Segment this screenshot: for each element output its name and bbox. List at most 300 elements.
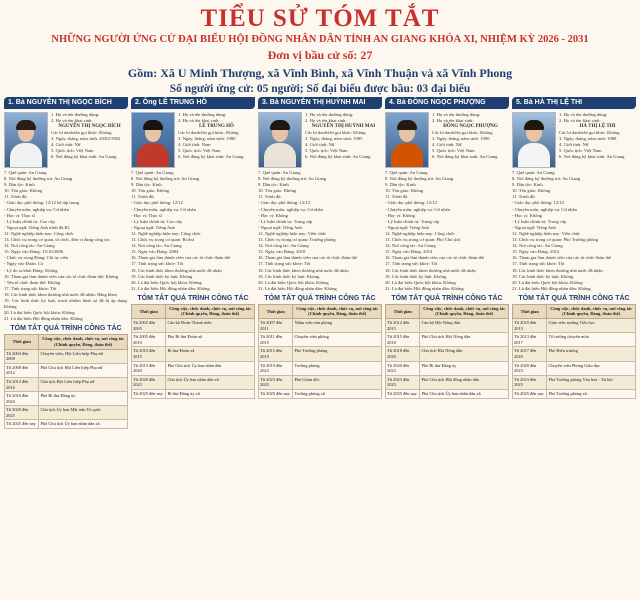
process-time: Từ 2020 đến 2023 [513, 361, 547, 375]
bio-line: - Lý luận chính trị: Cao cấp [4, 218, 55, 224]
process-role: Chuyên viên, Hội Liên hiệp Phụ nữ [39, 349, 128, 363]
bio-line: - Tên tổ chức đoàn thể: Không [4, 279, 61, 285]
table-row [513, 390, 636, 399]
bio-line: 16. Tham gia làm thành viên của các tổ chức đoàn thể [385, 255, 485, 261]
process-header-row [132, 304, 255, 318]
poster-subtitle: NHỮNG NGƯỜI ỨNG CỬ ĐẠI BIỂU HỘI ĐỒNG NHÂN DÂN TỈNH AN GIANG KHÓA XI, NHIỆM KỲ 2026 - 2031 [51, 34, 589, 45]
candidate-header: 4. Bà ĐỒNG NGỌC PHƯỢNG [385, 97, 509, 109]
bio-line: 15. Ngày vào Đảng: 15/10/2006 [4, 249, 64, 255]
table-row [386, 375, 509, 389]
info-line: 2. Họ và tên khai sinh: [432, 118, 474, 123]
info-line: 5. Quốc tịch: Việt Nam [432, 148, 475, 153]
bio-line: 11. Trình độ: [258, 194, 282, 200]
bio-line: 11. Trình độ: [131, 194, 155, 200]
table-row [259, 333, 382, 347]
bio-line: 15. Ngày vào Đảng: 2014 [385, 249, 433, 255]
process-time: Từ 2020 đến 2025 [132, 375, 166, 389]
candidate-name: LÊ TRUNG HỒ [199, 124, 234, 129]
candidate-column [4, 97, 128, 597]
process-role: Phó Chủ tịch Hội đồng nhân dân [420, 375, 509, 389]
candidate-name: HÀ THỊ LỆ THI [579, 124, 616, 129]
table-row [386, 390, 509, 399]
process-time: Từ 2012 đến 2015 [386, 319, 420, 333]
candidate-name: NGUYỄN THỊ HUỲNH MAI [311, 124, 376, 129]
process-time: Từ 2012 đến 2016 [5, 377, 39, 391]
candidate-photo [512, 112, 556, 168]
bio-line: 20. Là đại biểu Quốc hội khóa: Không [385, 279, 456, 285]
process-time: Từ 2020 đến 2023 [386, 361, 420, 375]
bio-line: - Chuyên môn, nghiệp vụ: Cử nhân [385, 206, 450, 212]
bio-line: 19. Các hình thức kỷ luật: Không [512, 273, 574, 279]
bio-line: 13. Chức vụ trong cơ quan, tổ chức, đơn vị đang công tác [4, 237, 110, 243]
info-line: 5. Quốc tịch: Việt Nam [178, 148, 221, 153]
photo-body [518, 143, 550, 168]
process-column-header: Thời gian [386, 304, 420, 318]
process-role: Phó Trưởng phòng xã [547, 390, 636, 399]
process-table [258, 304, 382, 399]
bio-line: 18. Các hình thức khen thưởng nhà nước đã nhận: Bằng khen [4, 291, 117, 297]
info-line: 4. Giới tính: Nữ [305, 142, 335, 147]
candidate-info [305, 112, 382, 168]
bio-line: 21. Là đại biểu Hội đồng nhân dân: Không [385, 285, 464, 291]
process-header-row [513, 304, 636, 318]
poster-header [0, 0, 640, 95]
bio-line: 18. Các hình thức khen thưởng nhà nước đã nhận [258, 267, 349, 273]
bio-line: 7. Quê quán: An Giang [131, 170, 174, 175]
bio-line: 21. Là đại biểu Hội đồng nhân dân: Không [512, 285, 591, 291]
bio-line: - Lý luận chính trị: Trung cấp [385, 218, 440, 224]
process-title: TÓM TẮT QUÁ TRÌNH CÔNG TÁC [264, 294, 376, 302]
table-row [5, 392, 128, 406]
process-time: Từ 2015 đến 2020 [132, 361, 166, 375]
process-title: TÓM TẮT QUÁ TRÌNH CÔNG TÁC [137, 294, 249, 302]
bio-line: 17. Tình trạng sức khỏe: Tốt [512, 261, 565, 267]
process-title: TÓM TẮT QUÁ TRÌNH CÔNG TÁC [518, 294, 630, 302]
table-row [386, 347, 509, 361]
table-row [513, 347, 636, 361]
process-role: Bí thư Đảng ủy xã [166, 390, 255, 399]
process-time: Từ 2010 đến 2013 [513, 319, 547, 333]
bio-line: 11. Trình độ: [385, 194, 409, 200]
bio-line: 7. Quê quán: An Giang [512, 170, 555, 175]
info-line: 3. Ngày, tháng, năm sinh: 1985 [305, 136, 363, 141]
process-role: Bí thư Đoàn xã [166, 347, 255, 361]
bio-line: 8. Nơi đăng ký thường trú: An Giang [512, 176, 581, 182]
bio-line: 15. Ngày vào Đảng: 2012 [512, 249, 560, 255]
photo-hair [397, 120, 417, 130]
bio-line: - Chuyên môn, nghiệp vụ: Cử nhân [131, 206, 196, 212]
process-column-header: Công việc, chức danh, chức vụ, nơi công tác (Chính quyền, Đảng, đoàn thể) [39, 335, 128, 349]
bio-line: 8. Nơi đăng ký thường trú: An Giang [258, 176, 327, 182]
bio-line: 20. Là đại biểu Quốc hội khóa: Không [4, 310, 75, 316]
process-title: TÓM TẮT QUÁ TRÌNH CÔNG TÁC [391, 294, 503, 302]
info-line: 6. Nơi đăng ký khai sinh: An Giang [559, 154, 625, 159]
candidate-name: ĐỒNG NGỌC PHƯỢNG [443, 124, 498, 129]
candidate-bio [258, 170, 382, 292]
table-row [132, 375, 255, 389]
table-row [513, 333, 636, 347]
bio-line: 8. Nơi đăng ký thường trú: An Giang [385, 176, 454, 182]
process-role: Phó Bí thư Đảng ủy [39, 392, 128, 406]
candidate-summary [258, 112, 382, 168]
process-time: Từ 2015 đến 2018 [386, 333, 420, 347]
photo-hair [143, 120, 163, 130]
candidate-counts: Số người ứng cử: 05 người; Số đại biểu được bầu: 03 đại biểu [169, 83, 471, 95]
info-line: 3. Ngày, tháng, năm sinh: 20/02/1982 [51, 136, 121, 141]
bio-line: - Học vị: Không [385, 212, 415, 218]
bio-line: 15. Ngày vào Đảng: 2010 [258, 249, 306, 255]
photo-body [137, 143, 169, 168]
table-row [386, 319, 509, 333]
table-row [5, 349, 128, 363]
process-column-header: Công việc, chức danh, chức vụ, nơi công tác (Chính quyền, Đảng, đoàn thể) [547, 304, 636, 318]
process-role: Chủ tịch Ủy ban Mặt trận Tổ quốc [39, 406, 128, 420]
table-row [132, 390, 255, 399]
bio-line: 13. Chức vụ trong cơ quan: Trưởng phòng [258, 237, 336, 243]
photo-hair [270, 120, 290, 130]
bio-line: 9. Dân tộc: Kinh [4, 182, 35, 188]
process-role: Chủ tịch Hội Liên hiệp Phụ nữ [39, 377, 128, 391]
process-table [4, 334, 128, 429]
bio-line: 10. Tôn giáo: Không [4, 188, 43, 194]
bio-line: 18. Các hình thức khen thưởng nhà nước đã nhận [131, 267, 222, 273]
bio-line: 17. Tình trạng sức khỏe: Tốt [385, 261, 438, 267]
bio-line: - Lý luận chính trị: Trung cấp [512, 218, 567, 224]
process-time: Từ 2013 đến 2017 [513, 333, 547, 347]
table-row [259, 390, 382, 399]
process-role: Phó Chủ tịch Ủy ban nhân dân xã [420, 390, 509, 399]
info-line: Các bí danh/tên gọi khác: Không [432, 130, 493, 135]
bio-line: - Ngoại ngữ: Tiếng Anh trình độ B1 [4, 224, 70, 230]
candidate-summary [131, 112, 255, 168]
bio-line: 17. Tình trạng sức khỏe: Tốt [4, 285, 57, 291]
table-row [132, 347, 255, 361]
info-line: 1. Họ và tên thường dùng: [51, 112, 100, 117]
bio-line: 20. Là đại biểu Quốc hội khóa: Không [131, 279, 202, 285]
bio-line: 16. Tham gia làm thành viên của các tổ chức đoàn thể: Không [4, 273, 119, 279]
bio-line: 18. Các hình thức khen thưởng nhà nước đã nhận [512, 267, 603, 273]
table-row [259, 319, 382, 333]
info-line: 3. Ngày, tháng, năm sinh: 1988 [559, 136, 617, 141]
bio-line: - Giáo dục phổ thông: 12/12 [131, 200, 183, 206]
process-time: Từ 2023 đến 2025 [513, 375, 547, 389]
info-line: 1. Họ và tên thường dùng: [305, 112, 354, 117]
info-line: 1. Họ và tên thường dùng: [432, 112, 481, 117]
bio-line: - Học vị: Không [512, 212, 542, 218]
bio-line: - Ngoại ngữ: Tiếng Anh [131, 224, 175, 230]
process-time: Từ 2007 đến 2011 [259, 319, 293, 333]
photo-hair [524, 120, 544, 130]
bio-line: - Chuyên môn, nghiệp vụ: Cử nhân [512, 206, 577, 212]
process-role: Phó Bí thư Đảng ủy [420, 361, 509, 375]
info-line: 4. Giới tính: Nữ [432, 142, 462, 147]
bio-line: 9. Dân tộc: Kinh [131, 182, 162, 188]
process-time: Từ 2016 đến 2020 [5, 392, 39, 406]
bio-line: 8. Nơi đăng ký thường trú: An Giang [131, 176, 200, 182]
bio-line: 14. Nơi công tác: An Giang [258, 243, 309, 249]
bio-line: 19. Các hình thức kỷ luật: Không [385, 273, 447, 279]
table-row [259, 375, 382, 389]
candidate-summary [4, 112, 128, 168]
table-row [5, 377, 128, 391]
photo-body [391, 143, 423, 168]
table-row [132, 361, 255, 375]
info-line: 1. Họ và tên thường dùng: [559, 112, 608, 117]
process-time: Từ 2020 đến 2025 [5, 406, 39, 420]
info-line: 6. Nơi đăng ký khai sinh: An Giang [432, 154, 498, 159]
table-row [513, 361, 636, 375]
bio-line: 12. Nghề nghiệp hiện nay: Công chức [385, 230, 455, 236]
table-row [132, 319, 255, 333]
bio-line: - Ngoại ngữ: Tiếng Anh [385, 224, 429, 230]
process-role: Trưởng phòng xã [293, 390, 382, 399]
process-role: Nhân viên văn phòng [293, 319, 382, 333]
poster-title: TIỂU SỬ TÓM TẮT [200, 5, 440, 32]
candidate-photo [385, 112, 429, 168]
process-title: TÓM TẮT QUÁ TRÌNH CÔNG TÁC [10, 325, 122, 333]
bio-line: - Giáo dục phổ thông: 12/12 [258, 200, 310, 206]
bio-line: 20. Là đại biểu Quốc hội khóa: Không [258, 279, 329, 285]
candidate-photo [131, 112, 175, 168]
process-header-row [5, 335, 128, 349]
process-role: Phó Trưởng phòng [293, 347, 382, 361]
process-header-row [386, 304, 509, 318]
candidate-name: NGUYỄN THỊ NGỌC BÍCH [58, 124, 121, 129]
info-line: 6. Nơi đăng ký khai sinh: An Giang [51, 154, 117, 159]
candidate-bio [512, 170, 636, 292]
process-role: Phó Chủ tịch Hội Nông dân [420, 333, 509, 347]
process-role: Phó Bí thư Đoàn xã [166, 333, 255, 347]
bio-line: 16. Tham gia làm thành viên của các tổ chức đoàn thể [131, 255, 231, 261]
table-row [5, 363, 128, 377]
process-time: Từ 2023 đến 2025 [386, 375, 420, 389]
info-line: Các bí danh/tên gọi khác: Không [51, 130, 112, 135]
table-row [5, 406, 128, 420]
bio-line: 13. Chức vụ trong cơ quan: Phó Trưởng phòng [512, 237, 599, 243]
info-line: Các bí danh/tên gọi khác: Không [559, 130, 620, 135]
bio-line: 7. Quê quán: An Giang [385, 170, 428, 175]
bio-line: - Lý luận chính trị: Cao cấp [131, 218, 182, 224]
process-time: Từ 2025 đến nay [5, 420, 39, 429]
process-header-row [259, 304, 382, 318]
process-time: Từ 2010 đến 2015 [132, 347, 166, 361]
info-line: 3. Ngày, tháng, năm sinh: 1980 [178, 136, 236, 141]
info-line: 1. Họ và tên thường dùng: [178, 112, 227, 117]
process-column-header: Thời gian [259, 304, 293, 318]
process-column-header: Công việc, chức danh, chức vụ, nơi công tác (Chính quyền, Đảng, đoàn thể) [293, 304, 382, 318]
process-column-header: Công việc, chức danh, chức vụ, nơi công tác (Chính quyền, Đảng, đoàn thể) [166, 304, 255, 318]
candidate-summary [385, 112, 509, 168]
process-role: Cán bộ Đoàn Thanh niên [166, 319, 255, 333]
bio-line: 14. Nơi công tác: An Giang [512, 243, 563, 249]
process-time: Từ 2005 đến 2010 [132, 333, 166, 347]
candidate-header: 1. Bà NGUYỄN THỊ NGỌC BÍCH [4, 97, 128, 109]
process-time: Từ 2025 đến nay [386, 390, 420, 399]
process-time: Từ 2025 đến nay [132, 390, 166, 399]
process-role: Giáo viên trường Tiểu học [547, 319, 636, 333]
process-role: Phó Hiệu trưởng [547, 347, 636, 361]
bio-line: 16. Tham gia làm thành viên của các tổ chức đoàn thể [512, 255, 612, 261]
info-line: 5. Quốc tịch: Việt Nam [559, 148, 602, 153]
process-role: Phó Chủ tịch Ủy ban nhân dân [166, 361, 255, 375]
bio-line: - Ngoại ngữ: Tiếng Anh [512, 224, 556, 230]
process-time: Từ 2018 đến 2020 [386, 347, 420, 361]
info-line: 5. Quốc tịch: Việt Nam [51, 148, 94, 153]
bio-line: 10. Tôn giáo: Không [385, 188, 424, 194]
bio-line: - Chuyên môn, nghiệp vụ: Cử nhân [4, 206, 69, 212]
candidate-photo [4, 112, 48, 168]
bio-line: 17. Tình trạng sức khỏe: Tốt [131, 261, 184, 267]
info-line: Các bí danh/tên gọi khác: Không [305, 130, 366, 135]
process-role: Chủ tịch Hội Nông dân [420, 347, 509, 361]
bio-line: 16. Tham gia làm thành viên của các tổ chức đoàn thể [258, 255, 358, 261]
process-role: Tổ trưởng chuyên môn [547, 333, 636, 347]
candidate-column [258, 97, 382, 597]
bio-line: 14. Nơi công tác: An Giang [131, 243, 182, 249]
bio-line: - Lý luận chính trị: Trung cấp [258, 218, 313, 224]
process-column-header: Công việc, chức danh, chức vụ, nơi công tác (Chính quyền, Đảng, đoàn thể) [420, 304, 509, 318]
process-role: Chủ tịch Ủy ban nhân dân xã [166, 375, 255, 389]
info-line: 2. Họ và tên khai sinh: [51, 118, 93, 123]
bio-line: 21. Là đại biểu Hội đồng nhân dân: Không [4, 316, 83, 322]
table-row [386, 361, 509, 375]
candidate-header: 3. Bà NGUYỄN THỊ HUỲNH MAI [258, 97, 382, 109]
bio-line: - Học vị: Thạc sĩ [4, 212, 35, 218]
table-row [132, 333, 255, 347]
process-time: Từ 2017 đến 2020 [513, 347, 547, 361]
process-role: Phó Trưởng phòng Văn hóa - Xã hội [547, 375, 636, 389]
photo-body [10, 143, 42, 168]
bio-line: - Chuyên môn, nghiệp vụ: Cử nhân [258, 206, 323, 212]
candidate-header: 5. Bà HÀ THỊ LỆ THI [512, 97, 636, 109]
info-line: 4. Giới tính: Nữ [51, 142, 81, 147]
candidate-column [385, 97, 509, 597]
candidate-bio [4, 170, 128, 322]
bio-line: 21. Là đại biểu Hội đồng nhân dân: Không [258, 285, 337, 291]
bio-line: 17. Tình trạng sức khỏe: Tốt [258, 261, 311, 267]
process-time: Từ 2015 đến 2019 [259, 347, 293, 361]
bio-line: 19. Các hình thức kỷ luật: Không [131, 273, 193, 279]
bio-line: - Ngày vào Đoàn: Có [4, 261, 44, 267]
table-row [5, 420, 128, 429]
info-line: 3. Ngày, tháng, năm sinh: 1990 [432, 136, 490, 141]
candidate-photo [258, 112, 302, 168]
bio-line: 9. Dân tộc: Kinh [385, 182, 416, 188]
process-column-header: Thời gian [513, 304, 547, 318]
process-role: Trưởng phòng [293, 361, 382, 375]
candidate-bio [131, 170, 255, 292]
info-line: 2. Họ và tên khai sinh: [305, 118, 347, 123]
table-row [259, 347, 382, 361]
bio-line: 20. Là đại biểu Quốc hội khóa: Không [512, 279, 583, 285]
candidate-columns [4, 97, 636, 597]
bio-line: 10. Tôn giáo: Không [258, 188, 297, 194]
bio-line: 8. Nơi đăng ký thường trú: An Giang [4, 176, 73, 182]
info-line: 6. Nơi đăng ký khai sinh: An Giang [305, 154, 371, 159]
bio-line: 7. Quê quán: An Giang [258, 170, 301, 175]
bio-line: 18. Các hình thức khen thưởng nhà nước đã nhận [385, 267, 476, 273]
table-row [513, 375, 636, 389]
process-column-header: Thời gian [5, 335, 39, 349]
process-role: Chuyên viên Phòng Giáo dục [547, 361, 636, 375]
process-column-header: Thời gian [132, 304, 166, 318]
bio-line: 11. Trình độ: [4, 194, 28, 200]
process-role: Phó Chủ tịch Ủy ban nhân dân xã [39, 420, 128, 429]
candidate-info [178, 112, 255, 168]
process-time: Từ 2025 đến nay [259, 390, 293, 399]
bio-line: - Giáo dục phổ thông: 12/12 [385, 200, 437, 206]
process-table [131, 304, 255, 399]
process-role: Phó Chủ tịch Hội Liên hiệp Phụ nữ [39, 363, 128, 377]
bio-line: - Học vị: Không [258, 212, 288, 218]
table-row [259, 361, 382, 375]
bio-line: 19. Các hình thức kỷ luật, trách nhiệm hình sự đã bị áp dụng: Không [4, 297, 128, 310]
photo-body [264, 143, 296, 168]
info-line: 4. Giới tính: Nữ [559, 142, 589, 147]
photo-hair [16, 120, 36, 130]
candidate-info [432, 112, 509, 168]
candidate-info [51, 112, 128, 168]
process-table [385, 304, 509, 399]
candidate-bio [385, 170, 509, 292]
candidate-info [559, 112, 636, 168]
bio-line: - Giáo dục phổ thông: 12/12 [512, 200, 564, 206]
info-line: 2. Họ và tên khai sinh: [178, 118, 220, 123]
process-time: Từ 2011 đến 2015 [259, 333, 293, 347]
process-time: Từ 2008 đến 2012 [5, 363, 39, 377]
electoral-area: Gồm: Xã U Minh Thượng, xã Vĩnh Bình, xã Vĩnh Thuận và xã Vĩnh Phong [127, 66, 513, 80]
bio-line: 12. Nghề nghiệp hiện nay: Công chức [131, 230, 201, 236]
bio-line: 10. Tôn giáo: Không [512, 188, 551, 194]
process-time: Từ 2002 đến 2005 [132, 319, 166, 333]
table-row [386, 333, 509, 347]
candidate-column [131, 97, 255, 597]
bio-line: 13. Chức vụ trong cơ quan: Phó Chủ tịch [385, 237, 461, 243]
process-time: Từ 2004 đến 2008 [5, 349, 39, 363]
bio-line: 7. Quê quán: An Giang [4, 170, 47, 175]
candidate-header: 2. Ông LÊ TRUNG HỒ [131, 97, 255, 109]
process-time: Từ 2025 đến nay [513, 390, 547, 399]
info-line: 5. Quốc tịch: Việt Nam [305, 148, 348, 153]
process-role: Phó Giám đốc [293, 375, 382, 389]
bio-line: 9. Dân tộc: Kinh [512, 182, 543, 188]
bio-line: 13. Chức vụ trong cơ quan: Bí thư [131, 237, 195, 243]
bio-line: - Học vị: Thạc sĩ [131, 212, 162, 218]
bio-line: 12. Nghề nghiệp hiện nay: Công chức [4, 230, 74, 236]
bio-line: 11. Trình độ: [512, 194, 536, 200]
electoral-unit: Đơn vị bầu cử số: 27 [267, 48, 373, 62]
process-role: Cán bộ Hội Nông dân [420, 319, 509, 333]
process-time: Từ 2023 đến 2025 [259, 375, 293, 389]
bio-line: - Lý do ra khỏi Đảng: Không [4, 267, 58, 273]
info-line: 4. Giới tính: Nam [178, 142, 211, 147]
process-time: Từ 2019 đến 2023 [259, 361, 293, 375]
bio-line: 12. Nghề nghiệp hiện nay: Viên chức [512, 230, 581, 236]
process-role: Chuyên viên phòng [293, 333, 382, 347]
bio-line: 14. Nơi công tác: An Giang [4, 243, 55, 249]
info-line: 2. Họ và tên khai sinh: [559, 118, 601, 123]
bio-line: 10. Tôn giáo: Không [131, 188, 170, 194]
bio-line: - Ngoại ngữ: Tiếng Anh [258, 224, 302, 230]
bio-line: - Chức vụ trong Đảng: Chi ủy viên [4, 255, 69, 261]
bio-line: 9. Dân tộc: Kinh [258, 182, 289, 188]
bio-line: 14. Nơi công tác: An Giang [385, 243, 436, 249]
candidate-summary [512, 112, 636, 168]
process-table [512, 304, 636, 399]
bio-line: - Giáo dục phổ thông: 12/12 hệ tập trung [4, 200, 80, 206]
info-line: 6. Nơi đăng ký khai sinh: An Giang [178, 154, 244, 159]
info-line: Các bí danh/tên gọi khác: Không [178, 130, 239, 135]
